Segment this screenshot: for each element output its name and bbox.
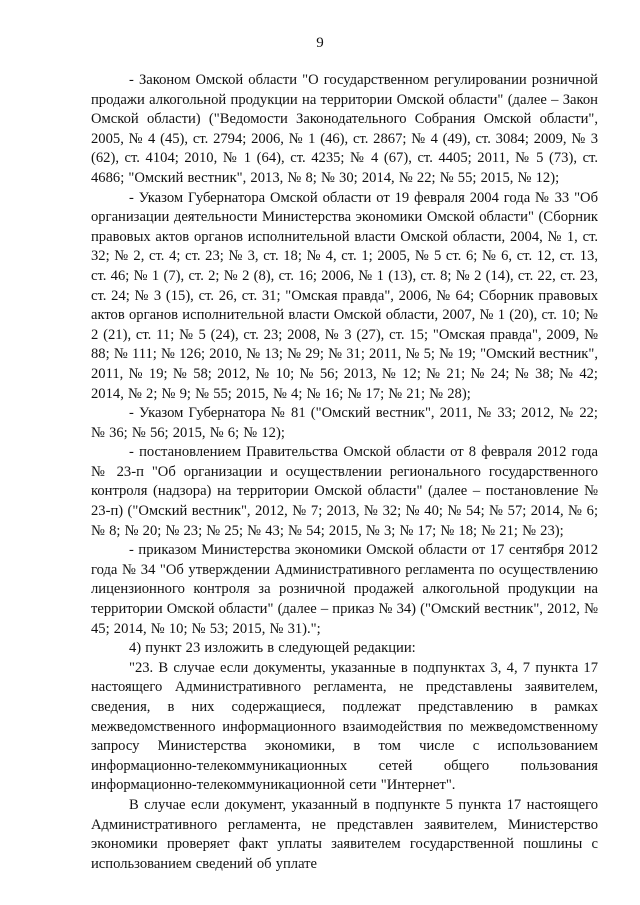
paragraph-ministry-order-34: - приказом Министерства экономики Омской области от 17 сентября 2012 года № 34 "Об утверждении Административного регламента по осуществлению лицензионного контроля за розничной продажей алкогольной продукции на территории Омской области" (далее – приказ № 34) ("Омский вестник", 2012, № 45; 2014, № 10; № 53; 2015, № 31)."; [91,542,598,637]
paragraph-governor-decree-81: - Указом Губернатора № 81 ("Омский вестник", 2011, № 33; 2012, № 22; № 36; № 56; 2015, № 6; № 12); [91,405,598,441]
page-number: 9 [316,35,324,51]
paragraph-item-23-text: "23. В случае если документы, указанные в подпунктах 3, 4, 7 пункта 17 настоящего Административного регламента, не представлены заявителем, сведения, в них содержащиеся, подлежат представлению в рамках межведомственного информационного взаимодействия по межведомственному запросу Министерства экономики, в том числе с использованием информационно-телекоммуникационных сетей общего пользования информационно-телекоммуникационной сети "Интернет". [91,659,598,794]
paragraph-law-omsk-region: - Законом Омской области "О государственном регулировании розничной продажи алкогольной продукции на территории Омской области" (далее – Закон Омской области) ("Ведомости Законодательного Собрания Омской области", 2005, № 4 (45), ст. 2794; 2006, № 1 (46), ст. 2867; № 4 (49), ст. 3084; 2009, № 3 (62), ст. 4104; 2010, № 1 (64), ст. 4235; № 4 (67), ст. 4405; 2011, № 5 (73), ст. 4686; "Омский вестник", 2013, № 8; № 30; 2014, № 22; № 55; 2015, № 12); [91,72,598,186]
paragraph-state-fee-check: В случае если документ, указанный в подпункте 5 пункта 17 настоящего Административного регламента, не представлен заявителем, Министерство экономики проверяет факт уплаты заявителем государственной пошлины с использованием сведений об уплате [91,796,598,872]
paragraph-governor-decree-33: - Указом Губернатора Омской области от 19 февраля 2004 года № 33 "Об организации деятельности Министерства экономики Омской области" (Сборник правовых актов органов исполнительной власти Омской области, 2004, № 1, ст. 32; № 2, ст. 4; ст. 23; № 3, ст. 18; № 4, ст. 1; 2005, № 5 ст. 6; № 6, ст. 12, ст. 13, ст. 46; № 1 (7), ст. 2; № 2 (8), ст. 16; 2006, № 1 (13), ст. 8; № 2 (14), ст. 22, ст. 23, ст. 24; № 3 (15), ст. 26, ст. 31; "Омская правда", 2006, № 64; Сборник правовых актов органов исполнительной власти Омской области, 2007, № 1 (20), ст. 10; № 2 (21), ст. 11; № 5 (24), ст. 23; 2008, № 3 (27), ст. 15; "Омская правда", 2009, № 88; № 111; № 126; 2010, № 13; № 29; № 31; 2011, № 5; № 19; "Омский вестник", 2011, № 19; № 58; 2012, № 10; № 56; 2013, № 12; № 21; № 24; № 38; № 42; 2014, № 2; № 9; № 55; 2015, № 4; № 16; № 17; № 21; № 28); [91,189,598,402]
document-body [91,71,598,874]
paragraph-government-resolution-23p: - постановлением Правительства Омской области от 8 февраля 2012 года № 23-п "Об организации и осуществлении регионального государственного контроля (надзора) на территории Омской области" (далее – постановление № 23-п) ("Омский вестник", 2012, № 7; 2013, № 32; № 40; № 54; № 57; 2014, № 6; № 8; № 20; № 23; № 25; № 43; № 54; 2015, № 3; № 17; № 18; № 21; № 23); [91,444,598,539]
paragraph-item-23-amendment: 4) пункт 23 изложить в следующей редакции: [129,640,416,657]
